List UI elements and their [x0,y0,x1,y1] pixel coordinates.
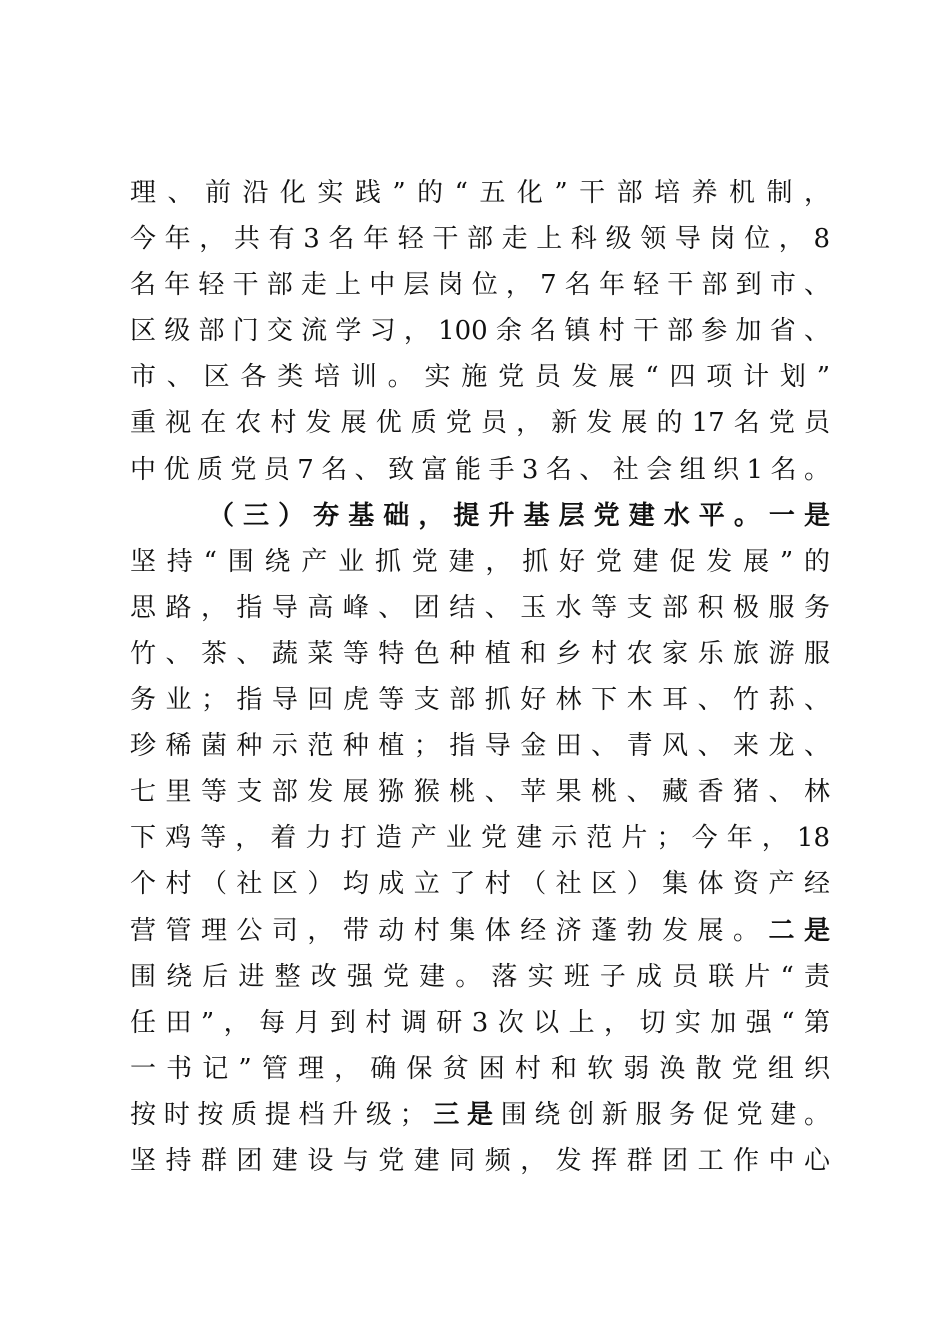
section-heading-line [130,493,830,539]
text-run: 坚持群团建设与党建同频，发挥群团工作中心 [130,1145,830,1176]
text-run: 珍稀菌种示范种植；指导金田、青风、来龙、 [130,731,830,762]
text-line-2 [130,216,830,262]
text-line-14 [130,769,830,815]
text-line-20 [130,1046,830,1092]
text-run: 今年，共有3名年轻干部走上科级领导岗位，8 [130,224,830,255]
text-run: 名年轻干部走上中层岗位，7名年轻干部到市、 [130,270,830,301]
text-line-9 [130,539,830,585]
text-line-17 [130,908,830,954]
body-text [130,170,830,1184]
text-line-1 [130,170,830,216]
text-line-21 [130,1092,830,1138]
text-line-16 [130,861,830,907]
text-line-11 [130,631,830,677]
text-run: 市、区各类培训。实施党员发展“四项计划” [130,362,830,393]
text-run: 坚持“围绕产业抓党建，抓好党建促发展”的 [130,546,830,577]
emphasis-run: 二是 [768,915,830,946]
text-run: 务业；指导回虎等支部抓好林下木耳、竹荪、 [130,685,830,716]
text-line-18 [130,954,830,1000]
text-run: 按时按质提档升级； [130,1099,426,1130]
text-line-5 [130,354,830,400]
text-line-4 [130,308,830,354]
text-line-13 [130,723,830,769]
text-line-15 [130,815,830,861]
text-line-3 [130,262,830,308]
text-run: 区级部门交流学习，100余名镇村干部参加省、 [130,316,830,347]
text-line-19 [130,1000,830,1046]
text-line-22 [130,1138,830,1184]
text-run: 思路，指导高峰、团结、玉水等支部积极服务 [130,592,830,623]
emphasis-run: 三是 [425,1099,501,1130]
text-line-12 [130,677,830,723]
text-run: 七里等支部发展猕猴桃、苹果桃、藏香猪、林 [130,777,830,808]
text-run: 下鸡等，着力打造产业党建示范片；今年，18 [130,823,830,854]
text-run: 重视在农村发展优质党员，新发展的17名党员 [130,408,830,439]
text-run: 理、前沿化实践”的“五化”干部培养机制， [130,178,830,208]
text-run: 营管理公司，带动村集体经济蓬勃发展。 [130,915,769,946]
text-run: 围绕后进整改强党建。落实班子成员联片“责 [130,961,830,992]
text-run: 个村（社区）均成立了村（社区）集体资产经 [130,869,830,900]
text-run: 中优质党员7名、致富能手3名、社会组织1名。 [130,454,830,485]
text-run: 任田”，每月到村调研3次以上，切实加强“第 [130,1007,830,1038]
text-run: 竹、茶、蔬菜等特色种植和乡村农家乐旅游服 [130,638,830,669]
text-line-10 [130,585,830,631]
text-run: 围绕创新服务促党建。 [500,1099,830,1130]
text-line-7 [130,447,830,493]
section-heading: （三）夯基础，提升基层党建水平。一是 [208,500,830,531]
text-run: 一书记”管理，确保贫困村和软弱涣散党组织 [130,1053,830,1084]
text-line-6 [130,400,830,446]
